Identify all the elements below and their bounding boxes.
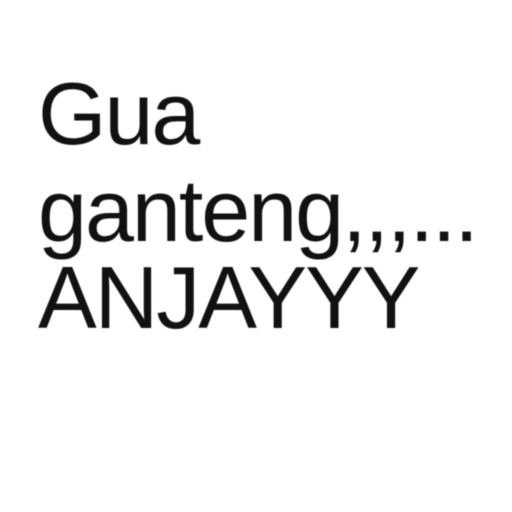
- text-line-gua: Gua: [38, 64, 199, 163]
- text-line-ganteng: ganteng,,,...: [38, 161, 477, 260]
- meme-text: [38, 58, 477, 353]
- text-line-anjayyy: ANJAYYY: [38, 248, 419, 347]
